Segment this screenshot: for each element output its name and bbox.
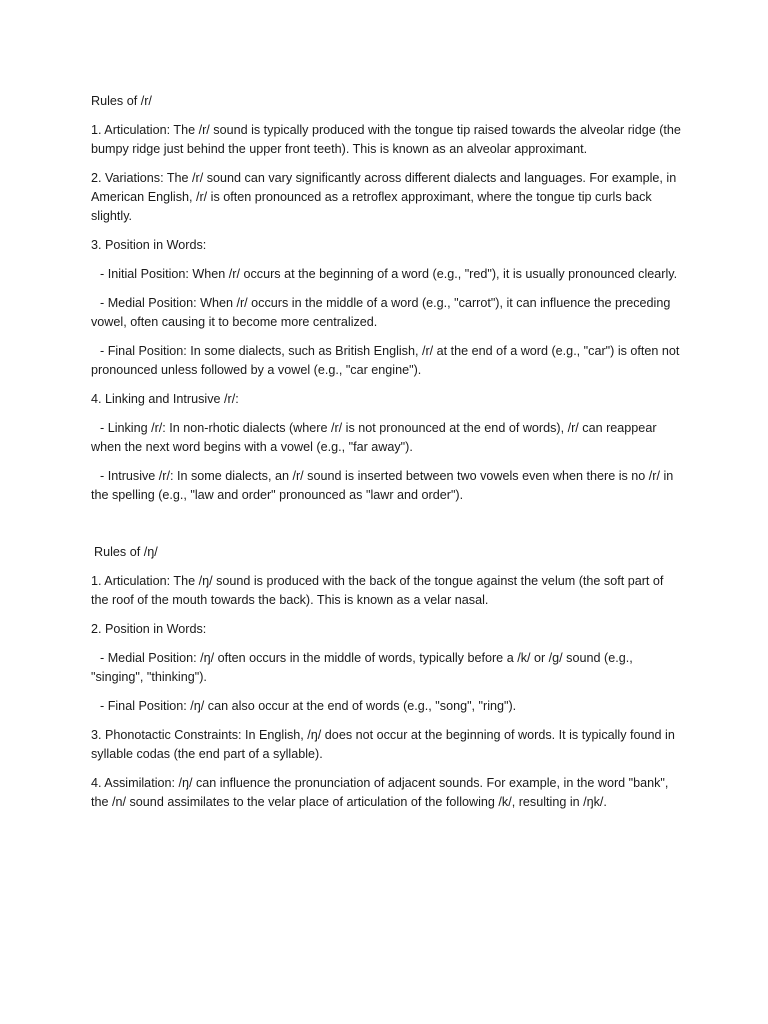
- document-body: [91, 92, 683, 822]
- r-variations-paragraph: 2. Variations: The /r/ sound can vary significantly across different dialects and languages. For example, in American English, /r/ is often pronounced as a retroflex approximant, where the tongue tip curls back slightly.: [91, 171, 677, 223]
- ng-phonotactic-paragraph: 3. Phonotactic Constraints: In English, /ŋ/ does not occur at the beginning of words. It is typically found in syllable codas (the end part of a syllable).: [91, 728, 675, 761]
- ng-medial-position-paragraph: - Medial Position: /ŋ/ often occurs in the middle of words, typically before a /k/ or /g/ sound (e.g., "singing", "thinking").: [91, 651, 633, 684]
- r-linking-paragraph: - Linking /r/: In non-rhotic dialects (where /r/ is not pronounced at the end of words), /r/ can reappear when the next word begins with a vowel (e.g., "far away").: [91, 421, 657, 454]
- r-medial-position-paragraph: - Medial Position: When /r/ occurs in the middle of a word (e.g., "carrot"), it can influence the preceding vowel, often causing it to become more centralized.: [91, 296, 671, 329]
- r-initial-position-paragraph: - Initial Position: When /r/ occurs at the beginning of a word (e.g., "red"), it is usually pronounced clearly.: [100, 267, 678, 281]
- heading-rules-of-ng: Rules of /ŋ/: [94, 545, 158, 559]
- ng-position-in-words-paragraph: 2. Position in Words:: [91, 622, 207, 636]
- section-divider-space: [91, 515, 683, 543]
- r-linking-intrusive-paragraph: 4. Linking and Intrusive /r/:: [91, 392, 239, 406]
- r-final-position-paragraph: - Final Position: In some dialects, such as British English, /r/ at the end of a word (e.g., "car") is often not pronounced unless followed by a vowel (e.g., "car engine").: [91, 344, 680, 377]
- heading-rules-of-r: Rules of /r/: [91, 94, 152, 108]
- r-position-in-words-paragraph: 3. Position in Words:: [91, 238, 207, 252]
- ng-articulation-paragraph: 1. Articulation: The /ŋ/ sound is produced with the back of the tongue against the velum (the soft part of the roof of the mouth towards the back). This is known as a velar nasal.: [91, 574, 664, 607]
- ng-assimilation-paragraph: 4. Assimilation: /ŋ/ can influence the pronunciation of adjacent sounds. For example, in the word "bank", the /n/ sound assimilates to the velar place of articulation of the following /k/, resulting in /ŋk/.: [91, 776, 669, 809]
- r-intrusive-paragraph: - Intrusive /r/: In some dialects, an /r/ sound is inserted between two vowels even when there is no /r/ in the spelling (e.g., "law and order" pronounced as "lawr and order").: [91, 469, 674, 502]
- r-articulation-paragraph: 1. Articulation: The /r/ sound is typically produced with the tongue tip raised towards the alveolar ridge (the bumpy ridge just behind the upper front teeth). This is known as an alveolar approximant.: [91, 123, 681, 156]
- ng-final-position-paragraph: - Final Position: /ŋ/ can also occur at the end of words (e.g., "song", "ring").: [100, 699, 517, 713]
